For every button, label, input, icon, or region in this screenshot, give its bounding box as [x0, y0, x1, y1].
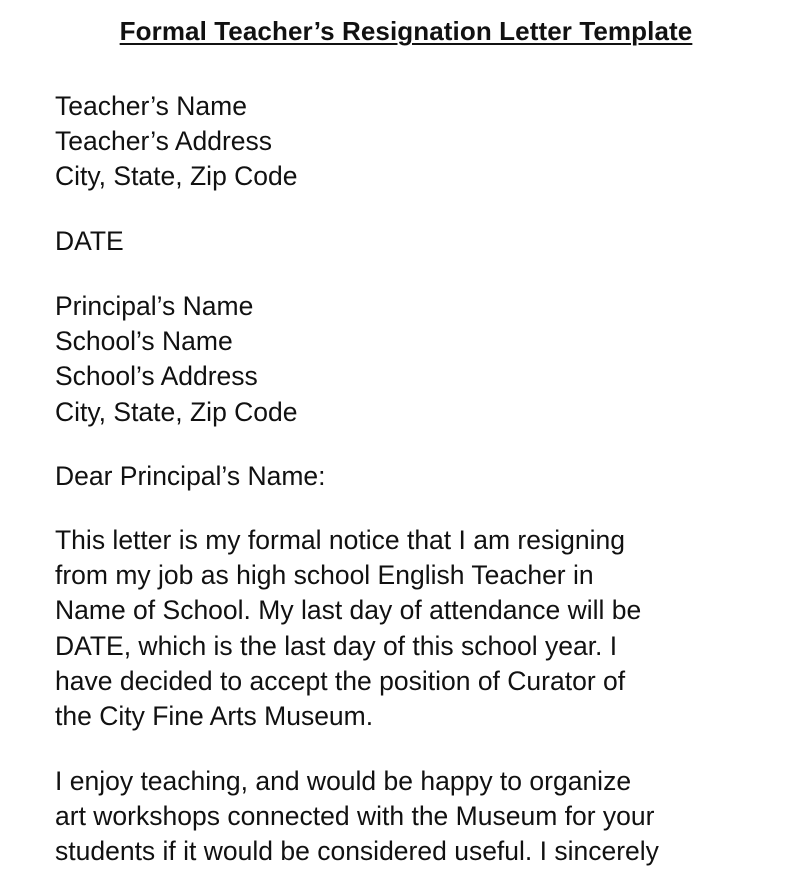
body-paragraph-2 [55, 764, 775, 870]
paragraph-line: art workshops connected with the Museum for your [55, 801, 655, 832]
paragraph-line: Name of School. My last day of attendance will be [55, 595, 642, 626]
document-title: Formal Teacher’s Resignation Letter Template [119, 16, 693, 46]
recipient-block [55, 289, 775, 430]
sender-city-state-zip: City, State, Zip Code [55, 161, 298, 192]
paragraph-line: have decided to accept the position of Curator of [55, 665, 626, 696]
paragraph-line: students if it would be considered useful. I sincerely [55, 836, 659, 867]
sender-block [55, 89, 775, 195]
letter-date: DATE [55, 226, 124, 256]
paragraph-line: from my job as high school English Teacher in [55, 560, 594, 591]
date-block [55, 224, 775, 259]
salutation [55, 459, 775, 494]
recipient-city-state-zip: City, State, Zip Code [55, 396, 298, 427]
recipient-school-name: School’s Name [55, 326, 233, 357]
sender-name: Teacher’s Name [55, 91, 247, 121]
recipient-school-address: School’s Address [55, 361, 258, 392]
sender-address: Teacher’s Address [55, 126, 273, 157]
paragraph-line: the City Fine Arts Museum. [55, 701, 374, 732]
recipient-name: Principal’s Name [55, 291, 254, 321]
paragraph-line: This letter is my formal notice that I am resigning [55, 525, 625, 555]
body-paragraph-1 [55, 523, 775, 734]
salutation-text: Dear Principal’s Name: [55, 461, 326, 491]
paragraph-line: I enjoy teaching, and would be happy to organize [55, 766, 632, 796]
paragraph-line: DATE, which is the last day of this school year. I [55, 630, 618, 661]
